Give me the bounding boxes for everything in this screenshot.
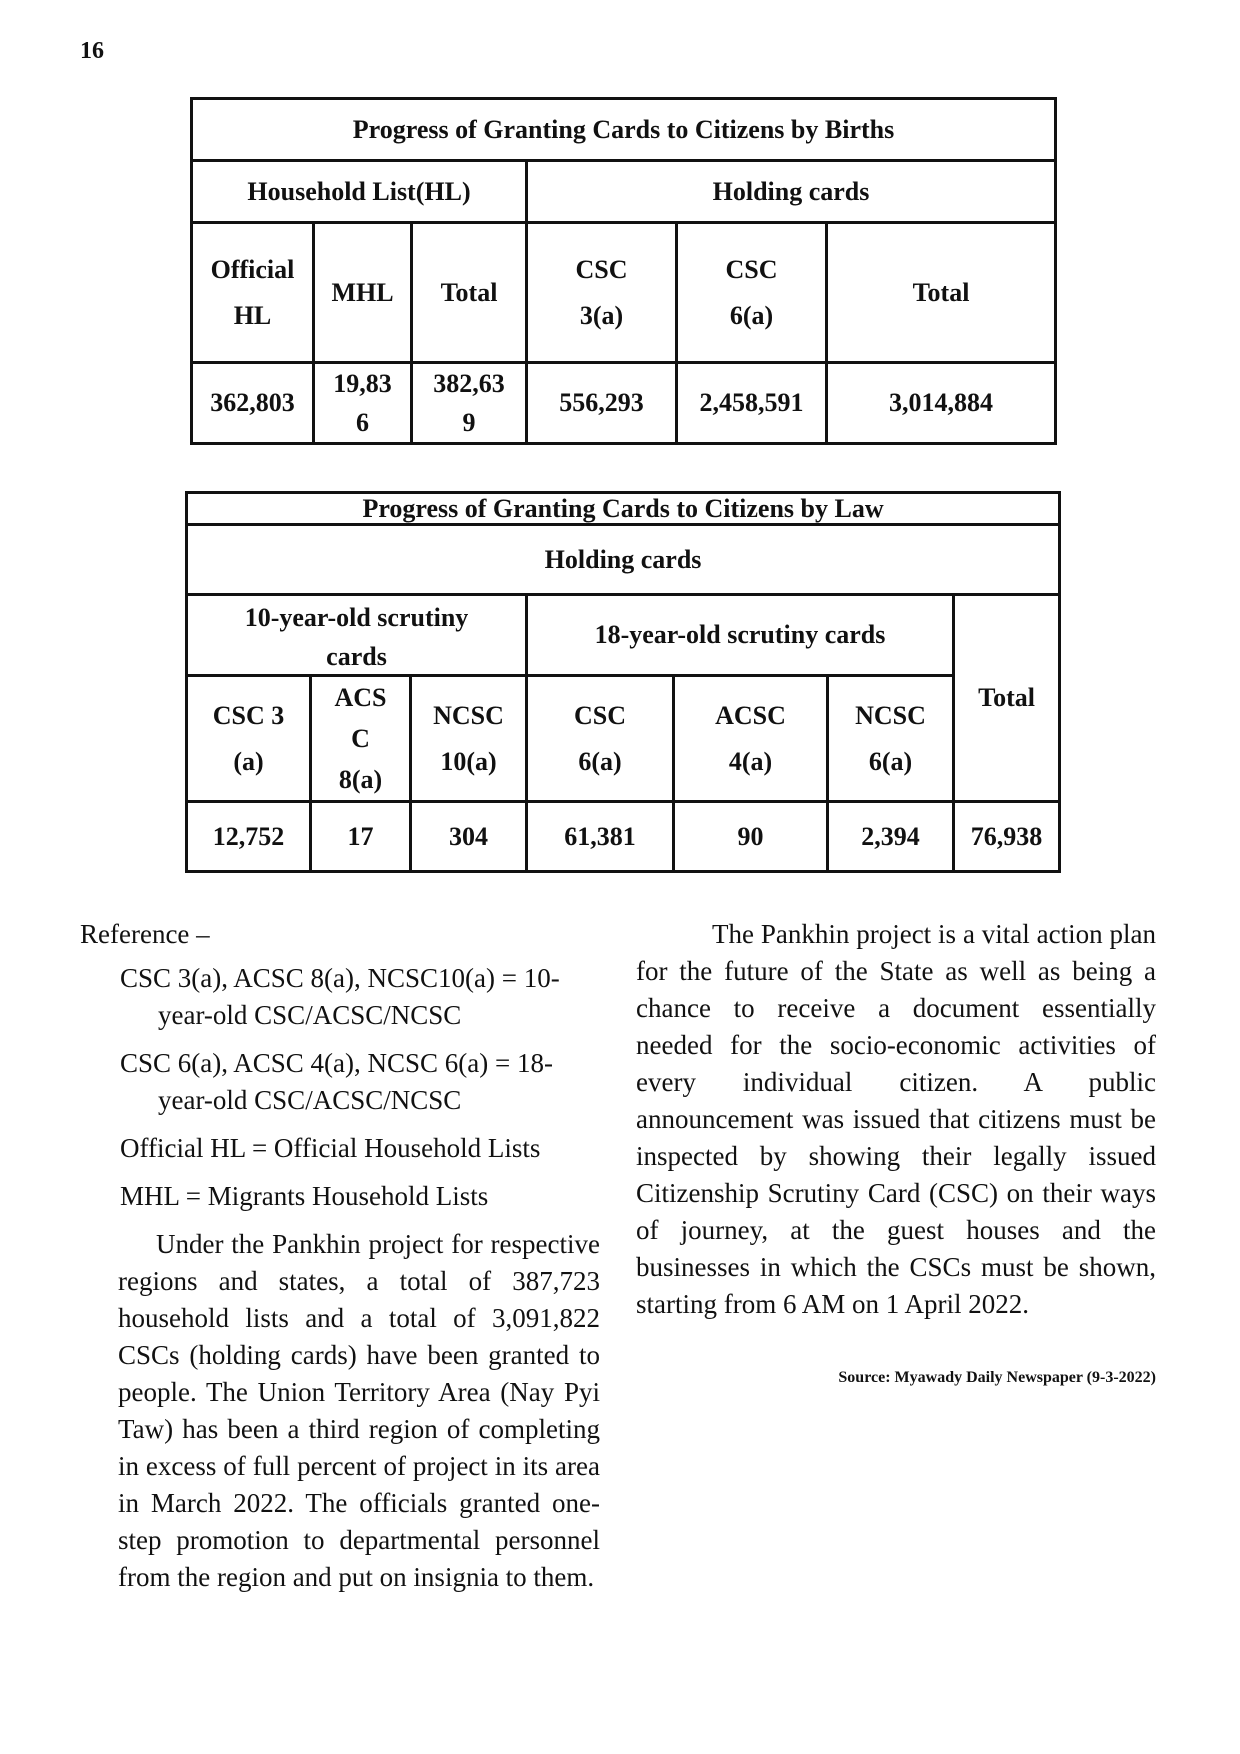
law-ncsc-6a-header: NCSC 6(a) (828, 676, 954, 802)
holding-cards-header: Holding cards (527, 161, 1056, 223)
law-total-header: Total (954, 595, 1060, 802)
reference-item-10-year: CSC 3(a), ACSC 8(a), NCSC10(a) = 10- year-old CSC/ACSC/NCSC (120, 963, 560, 1030)
csc-3a-header: CSC 3(a) (527, 223, 677, 363)
law-table-title: Progress of Granting Cards to Citizens by Law (187, 493, 1060, 525)
reference-item-mhl: MHL = Migrants Household Lists (120, 1181, 489, 1211)
reference-item-18-year: CSC 6(a), ACSC 4(a), NCSC 6(a) = 18- year-old CSC/ACSC/NCSC (120, 1048, 553, 1115)
reference-title: Reference – (80, 919, 210, 949)
law-acsc-8a-header: ACS C 8(a) (311, 676, 411, 802)
total-holding-header: Total (827, 223, 1056, 363)
official-hl-value: 362,803 (192, 363, 314, 444)
births-progress-table (190, 97, 1057, 445)
total-hl-value: 382,63 9 (412, 363, 527, 444)
law-total-value: 76,938 (954, 802, 1060, 872)
law-csc-3a-header: CSC 3 (a) (187, 676, 311, 802)
law-progress-table (185, 491, 1061, 873)
csc-6a-value: 2,458,591 (677, 363, 827, 444)
mhl-header: MHL (314, 223, 412, 363)
page-number: 16 (80, 38, 104, 64)
law-acsc-4a-value: 90 (674, 802, 828, 872)
total-holding-value: 3,014,884 (827, 363, 1056, 444)
law-csc-6a-value: 61,381 (527, 802, 674, 872)
total-hl-header: Total (412, 223, 527, 363)
law-csc-3a-value: 12,752 (187, 802, 311, 872)
law-ncsc-10a-header: NCSC 10(a) (411, 676, 527, 802)
left-body-paragraph: Under the Pankhin project for respective regions and states, a total of 387,723 household lists and a total of 3,091,822 CSCs (holding cards) have been granted to people. The Union Territory Area (Nay Pyi Taw) has been a third region of completing in excess of full percent of project in its area in March 2022. The officials granted one-step promotion to departmental personnel from the region and put on insignia to them. (118, 1229, 600, 1592)
law-ncsc-6a-value: 2,394 (828, 802, 954, 872)
household-list-header: Household List(HL) (192, 161, 527, 223)
left-column (80, 916, 600, 1596)
right-column (636, 916, 1156, 1396)
births-table-title: Progress of Granting Cards to Citizens by Births (192, 99, 1056, 161)
law-csc-6a-header: CSC 6(a) (527, 676, 674, 802)
right-body-paragraph: The Pankhin project is a vital action plan for the future of the State as well as being a chance to receive a document essentially needed for the socio-economic activities of every individual citizen. A public announcement was issued that citizens must be inspected by showing their legally issued Citizenship Scrutiny Card (CSC) on their ways of journey, at the guest houses and the businesses in which the CSCs must be shown, starting from 6 AM on 1 April 2022. (636, 919, 1156, 1319)
law-ncsc-10a-value: 304 (411, 802, 527, 872)
reference-item-official-hl: Official HL = Official Household Lists (120, 1133, 541, 1163)
law-acsc-8a-value: 17 (311, 802, 411, 872)
csc-3a-value: 556,293 (527, 363, 677, 444)
csc-6a-header: CSC 6(a) (677, 223, 827, 363)
law-holding-cards-header: Holding cards (187, 525, 1060, 595)
official-hl-header: Official HL (192, 223, 314, 363)
law-acsc-4a-header: ACSC 4(a) (674, 676, 828, 802)
ten-year-scrutiny-header: 10-year-old scrutiny cards (187, 595, 527, 676)
eighteen-year-scrutiny-header: 18-year-old scrutiny cards (527, 595, 954, 676)
mhl-value: 19,83 6 (314, 363, 412, 444)
source-citation: Source: Myawady Daily Newspaper (9-3-2022) (838, 1369, 1156, 1386)
